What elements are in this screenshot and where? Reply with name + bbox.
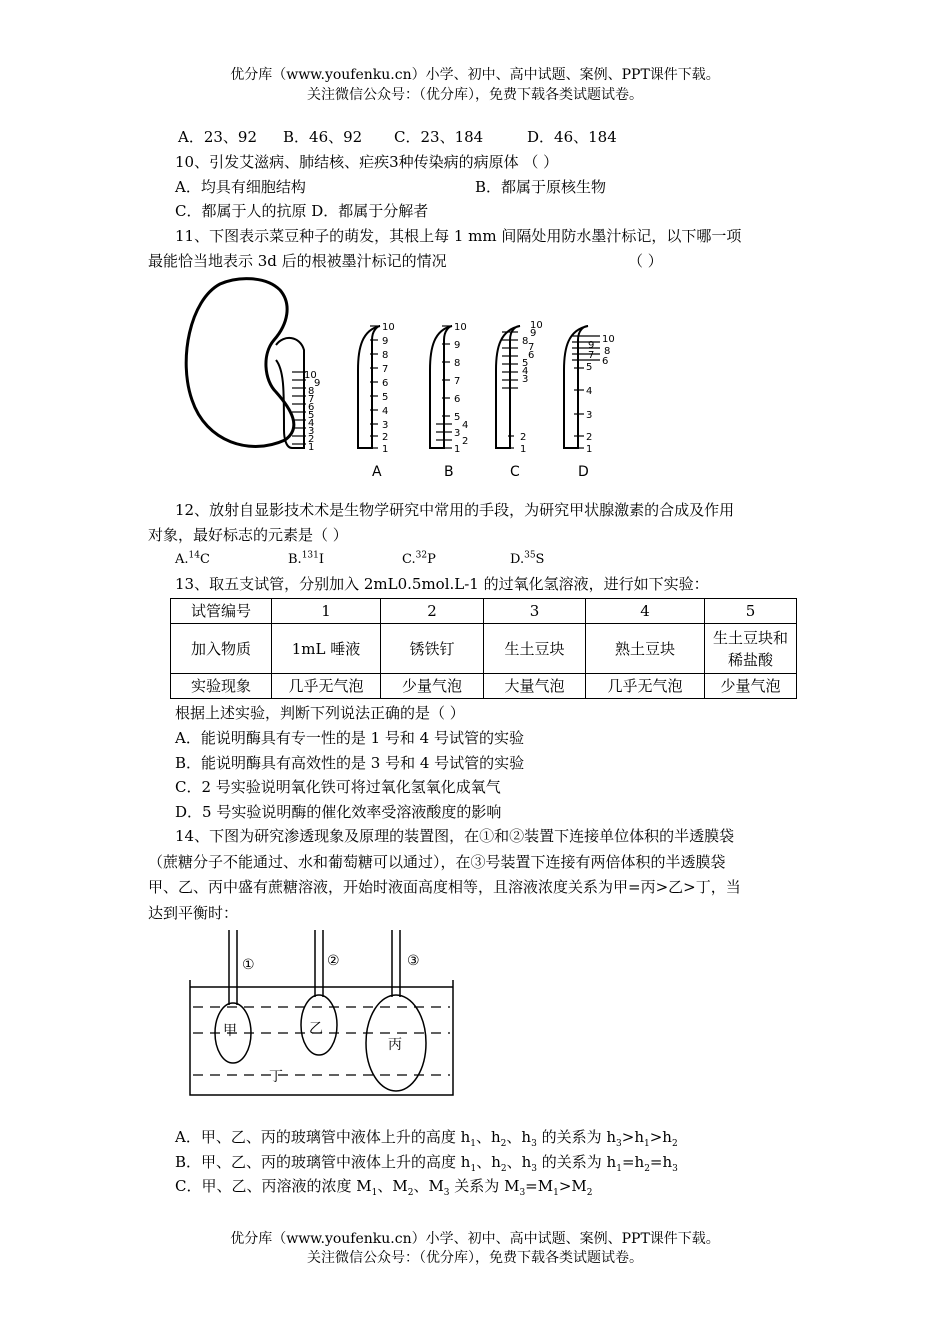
- svg-text:3: 3: [308, 426, 315, 437]
- table-cell: 少量气泡: [705, 674, 797, 699]
- svg-text:7: 7: [528, 342, 535, 353]
- svg-text:10: 10: [602, 334, 615, 345]
- svg-text:4: 4: [308, 418, 315, 429]
- q10-option-a: A．均具有细胞结构: [175, 178, 306, 196]
- page-footer-line2: 关注微信公众号：（优分库），免费下载各类试题试卷。: [307, 1250, 643, 1266]
- svg-text:5: 5: [586, 362, 593, 373]
- table-cell: 3: [484, 599, 586, 624]
- svg-text:1: 1: [308, 442, 315, 453]
- table-cell: 1mL 唾液: [272, 624, 381, 674]
- table-row: [171, 599, 797, 624]
- svg-text:2: 2: [308, 434, 315, 445]
- svg-text:8: 8: [522, 336, 529, 347]
- q13-question: 根据上述实验，判断下列说法正确的是（ ）: [175, 704, 465, 722]
- page-header-line1: 优分库（www.youfenku.cn）小学、初中、高中试题、案例、PPT课件下载。: [230, 67, 720, 83]
- svg-text:3: 3: [382, 420, 389, 431]
- table-cell: 5: [705, 599, 797, 624]
- svg-text:10: 10: [304, 370, 317, 381]
- svg-text:丁: 丁: [269, 1069, 283, 1085]
- bean-germination-figure: [180, 270, 640, 485]
- svg-text:9: 9: [454, 340, 461, 351]
- q12-option-b: B.$^{131}$I: [288, 550, 325, 567]
- svg-text:7: 7: [588, 350, 595, 361]
- q9-option-b: B．46、92: [283, 128, 363, 146]
- svg-text:6: 6: [602, 356, 609, 367]
- svg-text:B: B: [444, 464, 454, 480]
- q14-stem-line3: 甲、乙、丙中盛有蔗糖溶液，开始时液面高度相等，且溶液浓度关系为甲=丙>乙>丁，当: [148, 878, 741, 896]
- svg-text:5: 5: [382, 392, 389, 403]
- svg-text:8: 8: [454, 358, 461, 369]
- table-cell: 熟土豆块: [586, 624, 705, 674]
- svg-text:1: 1: [586, 444, 593, 455]
- svg-text:D: D: [578, 464, 589, 480]
- svg-text:2: 2: [382, 432, 389, 443]
- svg-text:4: 4: [586, 386, 593, 397]
- svg-text:6: 6: [528, 350, 535, 361]
- q9-option-a: A．23、92: [178, 128, 258, 146]
- table-cell: 加入物质: [171, 624, 272, 674]
- svg-text:3: 3: [586, 410, 593, 421]
- q13-experiment-table: [170, 598, 797, 699]
- q11-stem-line2: 最能恰当地表示 3d 后的根被墨汁标记的情况: [148, 252, 447, 270]
- svg-text:C: C: [510, 464, 520, 480]
- q14-stem-line1: 14、下图为研究渗透现象及原理的装置图，在①和②装置下连接单位体积的半透膜袋: [175, 827, 735, 845]
- svg-text:2: 2: [462, 436, 469, 447]
- table-cell: 几乎无气泡: [272, 674, 381, 699]
- q12-option-c: C.$^{32}$P: [402, 550, 436, 567]
- table-cell: 生土豆块: [484, 624, 586, 674]
- svg-text:②: ②: [327, 953, 340, 969]
- svg-text:乙: 乙: [309, 1021, 323, 1037]
- page-header-line2: 关注微信公众号：（优分库），免费下载各类试题试卷。: [307, 87, 643, 103]
- svg-text:8: 8: [308, 386, 315, 397]
- q14-option-b: B．甲、乙、丙的玻璃管中液体上升的高度 $h_1$、$h_2$、$h_3$ 的关系为 $h_1=h_2=h_3$: [175, 1153, 678, 1174]
- svg-text:甲: 甲: [223, 1023, 237, 1039]
- svg-text:9: 9: [382, 336, 389, 347]
- q12-option-a: A.$^{14}$C: [175, 550, 210, 567]
- svg-text:A: A: [372, 464, 382, 480]
- q14-option-c: C．甲、乙、丙溶液的浓度 $M_1$、$M_2$、$M_3$ 关系为 $M_3=M_1>M_2$: [175, 1177, 593, 1198]
- table-cell: 少量气泡: [381, 674, 484, 699]
- svg-text:6: 6: [454, 394, 461, 405]
- osmosis-apparatus-figure: [185, 925, 465, 1100]
- svg-text:10: 10: [382, 322, 395, 333]
- svg-text:8: 8: [604, 346, 611, 357]
- svg-text:7: 7: [454, 376, 461, 387]
- q13-option-d: D．5 号实验说明酶的催化效率受溶液酸度的影响: [175, 803, 502, 821]
- table-cell: 几乎无气泡: [586, 674, 705, 699]
- q12-option-d: D.$^{35}$S: [510, 550, 545, 567]
- q12-stem-line2: 对象，最好标志的元素是（ ）: [148, 526, 348, 544]
- q14-option-a: A．甲、乙、丙的玻璃管中液体上升的高度 $h_1$、$h_2$、$h_3$ 的关系为 $h_3>h_1>h_2$: [175, 1128, 678, 1149]
- q9-option-c: C．23、184: [394, 128, 484, 146]
- table-cell: 2: [381, 599, 484, 624]
- svg-text:10: 10: [530, 320, 543, 331]
- svg-text:9: 9: [530, 328, 537, 339]
- svg-text:9: 9: [314, 378, 321, 389]
- table-cell: 4: [586, 599, 705, 624]
- svg-text:1: 1: [520, 444, 527, 455]
- page-footer-line1: 优分库（www.youfenku.cn）小学、初中、高中试题、案例、PPT课件下载。: [230, 1231, 720, 1247]
- svg-text:3: 3: [454, 428, 461, 439]
- svg-text:2: 2: [520, 432, 527, 443]
- table-cell: 1: [272, 599, 381, 624]
- svg-text:5: 5: [522, 358, 529, 369]
- svg-text:2: 2: [586, 432, 593, 443]
- svg-text:③: ③: [407, 953, 420, 969]
- svg-text:10: 10: [454, 322, 467, 333]
- table-row: [171, 674, 797, 699]
- q13-stem: 13、取五支试管，分别加入 2mL0.5mol.L-1 的过氧化氢溶液，进行如下实验：: [175, 575, 709, 593]
- svg-text:5: 5: [308, 410, 315, 421]
- q13-option-a: A．能说明酶具有专一性的是 1 号和 4 号试管的实验: [175, 729, 524, 747]
- q10-stem: 10、引发艾滋病、肺结核、疟疾3种传染病的病原体 （ ）: [175, 153, 559, 171]
- table-cell: 实验现象: [171, 674, 272, 699]
- svg-text:6: 6: [382, 378, 389, 389]
- q13-option-b: B．能说明酶具有高效性的是 3 号和 4 号试管的实验: [175, 754, 525, 772]
- table-cell: 锈铁钉: [381, 624, 484, 674]
- q14-stem-line4: 达到平衡时：: [148, 904, 239, 922]
- svg-text:4: 4: [382, 406, 389, 417]
- q11-bracket: （ ）: [628, 252, 663, 270]
- table-row: [171, 624, 797, 674]
- table-cell: 大量气泡: [484, 674, 586, 699]
- q10-option-b: B．都属于原核生物: [475, 178, 607, 196]
- q9-option-d: D．46、184: [527, 128, 617, 146]
- svg-text:7: 7: [308, 394, 315, 405]
- svg-text:1: 1: [382, 444, 389, 455]
- svg-text:4: 4: [462, 420, 469, 431]
- table-cell: 试管编号: [171, 599, 272, 624]
- svg-text:8: 8: [382, 350, 389, 361]
- svg-text:9: 9: [588, 340, 595, 351]
- q10-option-cd: C．都属于人的抗原 D．都属于分解者: [175, 202, 429, 220]
- q12-stem-line1: 12、放射自显影技术术是生物学研究中常用的手段，为研究甲状腺激素的合成及作用: [175, 501, 735, 519]
- svg-text:丙: 丙: [388, 1037, 402, 1053]
- table-cell: 生土豆块和 稀盐酸: [705, 624, 797, 674]
- svg-text:1: 1: [454, 444, 461, 455]
- svg-text:5: 5: [454, 412, 461, 423]
- svg-text:3: 3: [522, 374, 529, 385]
- svg-text:4: 4: [522, 366, 529, 377]
- q13-option-c: C．2 号实验说明氧化铁可将过氧化氢氧化成氧气: [175, 778, 501, 796]
- svg-text:7: 7: [382, 364, 389, 375]
- svg-text:6: 6: [308, 402, 315, 413]
- q11-stem-line1: 11、下图表示菜豆种子的萌发，其根上每 1 mm 间隔处用防水墨汁标记，以下哪一项: [175, 227, 742, 245]
- svg-text:①: ①: [242, 957, 255, 973]
- q14-stem-line2: （蔗糖分子不能通过、水和葡萄糖可以通过），在③号装置下连接有两倍体积的半透膜袋: [148, 853, 726, 871]
